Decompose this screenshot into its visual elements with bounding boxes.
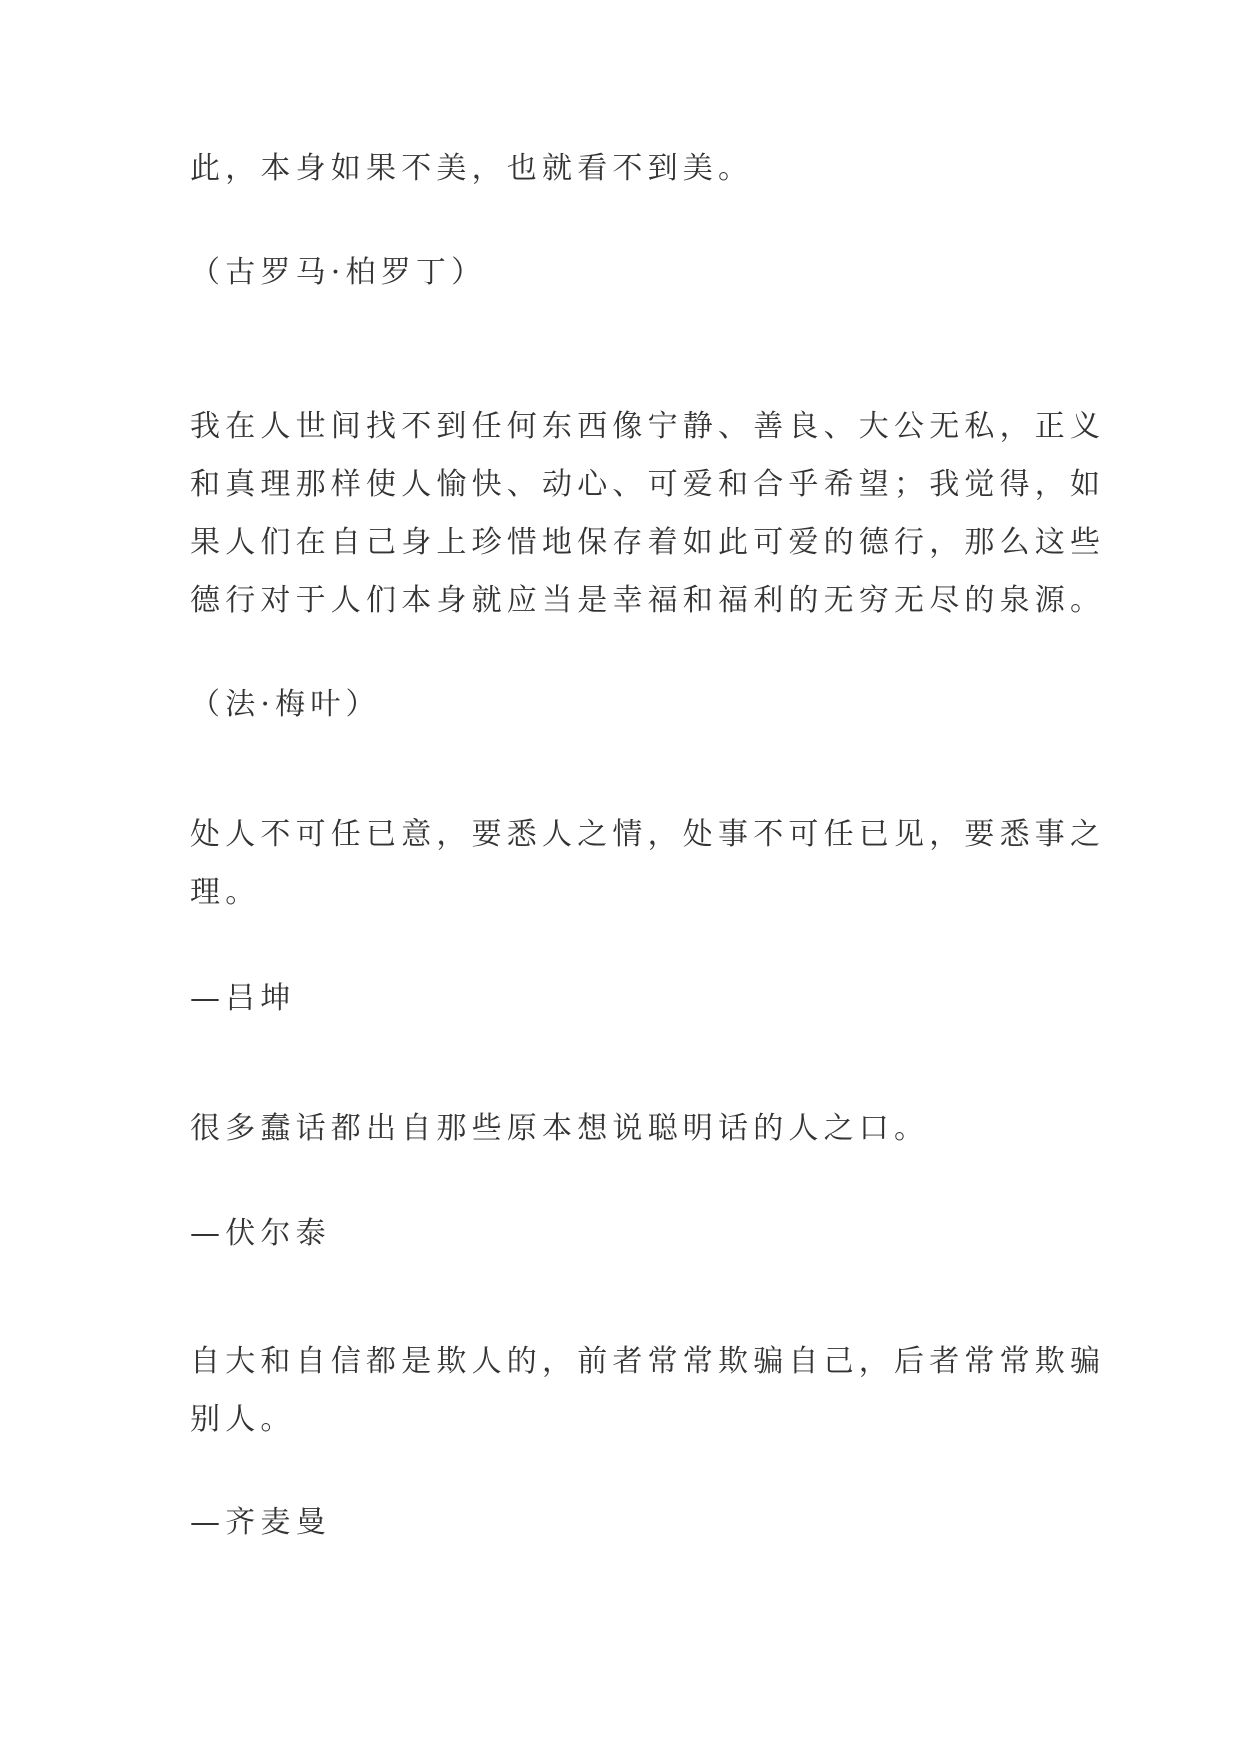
text-line: 自大和自信都是欺人的，前者常常欺骗自己，后者常常欺骗 <box>190 1344 1106 1379</box>
quote-text <box>190 140 1070 198</box>
text-line: —齐麦曼 <box>190 1505 331 1540</box>
quote-attribution <box>190 1494 1070 1552</box>
quote-attribution <box>190 1205 1070 1263</box>
text-line: —伏尔泰 <box>190 1216 331 1251</box>
quote-text <box>190 806 1106 922</box>
quote-attribution <box>190 244 1070 302</box>
quote-attribution <box>190 676 1070 734</box>
text-line: 德行对于人们本身就应当是幸福和福利的无穷无尽的泉源。 <box>190 583 1106 618</box>
text-line: 很多蠢话都出自那些原本想说聪明话的人之口。 <box>190 1111 930 1146</box>
text-line: —吕坤 <box>190 981 296 1016</box>
text-line: 别人。 <box>190 1402 296 1437</box>
quote-text <box>190 398 1106 630</box>
text-line: 处人不可任已意，要悉人之情，处事不可任已见，要悉事之 <box>190 817 1106 852</box>
text-line: 理。 <box>190 875 261 910</box>
text-line: 果人们在自己身上珍惜地保存着如此可爱的德行，那么这些 <box>190 525 1106 560</box>
quote-attribution <box>190 970 1070 1028</box>
text-line: 和真理那样使人愉快、动心、可爱和合乎希望；我觉得，如 <box>190 467 1106 502</box>
text-line: 此，本身如果不美，也就看不到美。 <box>190 151 754 186</box>
text-line: （古罗马·柏罗丁） <box>190 255 487 290</box>
quote-text <box>190 1100 1070 1158</box>
text-line: 我在人世间找不到任何东西像宁静、善良、大公无私，正义 <box>190 409 1106 444</box>
quote-text <box>190 1333 1106 1449</box>
text-line: （法·梅叶） <box>190 687 381 722</box>
